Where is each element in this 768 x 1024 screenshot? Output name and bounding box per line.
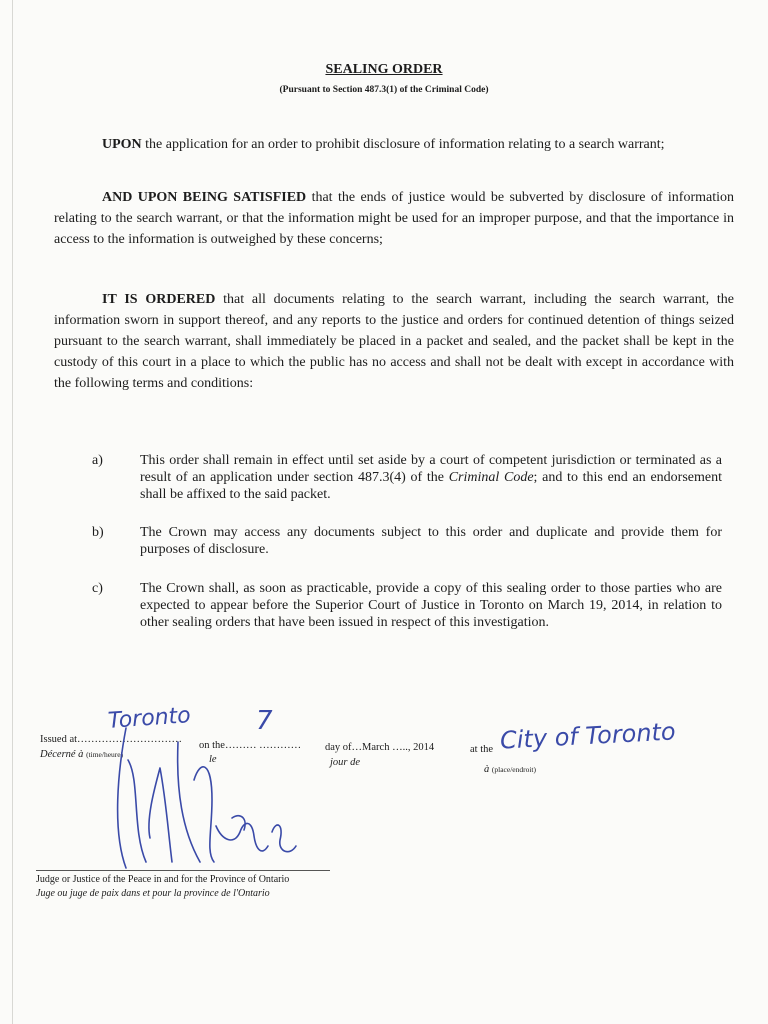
paragraph-text: that all documents relating to the search warrant, including the search warrant, the information sworn in support thereof, and any reports to the justice and orders for continued detention of things seized pursuant to the search warrant, shall immediately be placed in a packet and sealed, and the packet shall be kept in the custody of this court in a place to which the public has no access and shall not be dealt with except in accordance with the following terms and conditions:: [54, 292, 734, 391]
le-label: le: [209, 754, 217, 765]
time-hint: (time/heure): [86, 750, 124, 759]
handwritten-location: City of Toronto: [499, 717, 677, 755]
on-the-text: on the: [199, 740, 225, 751]
document-title: SEALING ORDER: [325, 62, 443, 77]
handwritten-place: Toronto: [107, 703, 192, 734]
condition-label: a): [92, 453, 103, 468]
condition-text-part: ; and to this end an endorsement shall be affixed to the said packet.: [140, 470, 722, 502]
day-of-text: day of: [325, 742, 352, 753]
condition-label: b): [92, 525, 104, 540]
day-blank: ……… …………: [224, 740, 302, 751]
condition-text-part: This order shall remain in effect until set aside by a court of competent jurisdiction or terminated as a result of an application under section 487.3(4) of the: [140, 453, 722, 485]
issued-at-blank: …………………………: [77, 734, 183, 745]
signature-line: [36, 870, 330, 871]
a-text: à: [484, 764, 490, 775]
condition-text: The Crown may access any documents subject to this order and duplicate and provide them for purposes of disclosure.: [140, 525, 722, 557]
month-value: …March …..,: [351, 742, 411, 753]
decerne-text: Décerné à: [40, 749, 84, 760]
year-value: 2014: [413, 742, 435, 753]
signature-caption-fr: Juge ou juge de paix dans et pour la province de l'Ontario: [36, 888, 270, 899]
condition-label: c): [92, 581, 103, 596]
at-the-label: at the: [470, 744, 494, 755]
paragraph-text: that the ends of justice would be subverted by disclosure of information relating to the search warrant, or that the information might be used for an improper purpose, and that the importance in access to the information is outweighed by these concerns;: [54, 190, 734, 247]
condition-text-italic: Criminal Code: [448, 470, 534, 485]
signature-caption-en: Judge or Justice of the Peace in and for the Province of Ontario: [36, 874, 290, 885]
paragraph-lead: AND UPON BEING SATISFIED: [102, 190, 307, 205]
condition-text: The Crown shall, as soon as practicable, provide a copy of this sealing order to those parties who are expected to appear before the Superior Court of Justice in Toronto on March 19, 2014, in relation to other sealing orders that have been issued in respect of this investigation.: [140, 581, 722, 630]
handwritten-day: 7: [256, 706, 273, 736]
paragraph-lead: UPON: [102, 137, 142, 152]
issued-at-text: Issued at: [40, 734, 78, 745]
place-hint: (place/endroit): [491, 765, 537, 774]
paragraph-text: the application for an order to prohibit disclosure of information relating to a search warrant;: [141, 137, 665, 152]
document-subtitle: (Pursuant to Section 487.3(1) of the Criminal Code): [279, 85, 489, 95]
jour-de-label: jour de: [330, 757, 361, 768]
paragraph-lead: IT IS ORDERED: [102, 292, 216, 307]
